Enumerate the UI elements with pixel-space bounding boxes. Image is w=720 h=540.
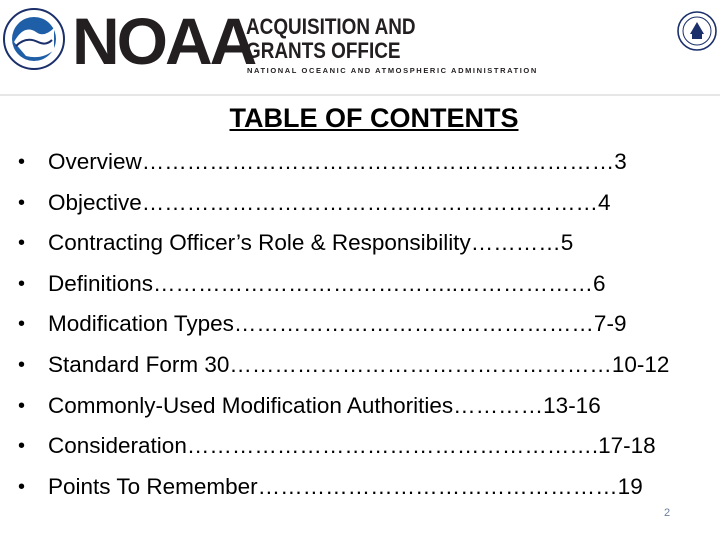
toc-item bbox=[0, 223, 720, 264]
toc-entry: Contracting Officer’s Role & Responsibility…………5 bbox=[48, 230, 574, 256]
bullet-icon: • bbox=[18, 151, 26, 173]
table-of-contents-list bbox=[0, 142, 720, 507]
slide-header bbox=[0, 0, 720, 96]
toc-item bbox=[0, 345, 720, 386]
page-number: 2 bbox=[664, 507, 671, 519]
bullet-icon: • bbox=[18, 475, 26, 498]
bullet-icon: • bbox=[18, 272, 26, 295]
noaa-wordmark: NOAA bbox=[72, 4, 255, 78]
header-divider bbox=[0, 94, 720, 96]
bullet-icon: • bbox=[18, 435, 26, 458]
noaa-seal-icon bbox=[2, 2, 66, 76]
toc-entry: Modification Types…………………………………………7-9 bbox=[48, 311, 627, 337]
toc-item bbox=[0, 386, 720, 427]
page-title: TABLE OF CONTENTS bbox=[229, 103, 519, 133]
toc-entry: Points To Remember…………………………………………19 bbox=[48, 473, 643, 499]
commerce-seal-icon bbox=[676, 6, 718, 56]
bullet-icon: • bbox=[18, 313, 26, 336]
toc-item bbox=[0, 304, 720, 345]
toc-entry: Commonly-Used Modification Authorities…………13-16 bbox=[48, 392, 601, 418]
toc-entry: Objective……………………………….……………………4 bbox=[48, 189, 611, 215]
toc-item bbox=[0, 426, 720, 467]
toc-entry: Consideration……………………………………………….17-18 bbox=[48, 433, 656, 459]
toc-entry: Standard Form 30……………………………………………10-12 bbox=[48, 351, 670, 377]
office-name-line1: ACQUISITION AND bbox=[246, 14, 416, 39]
toc-item bbox=[0, 264, 720, 305]
bullet-icon: • bbox=[18, 394, 26, 417]
toc-item bbox=[0, 467, 720, 508]
bullet-icon: • bbox=[18, 232, 26, 255]
toc-entry: Definitions…………………………………..………………6 bbox=[48, 270, 606, 296]
bullet-icon: • bbox=[18, 353, 26, 376]
bullet-icon: • bbox=[18, 191, 26, 214]
office-subline: NATIONAL OCEANIC AND ATMOSPHERIC ADMINISTRATION bbox=[247, 66, 538, 75]
toc-entry: Overview………………………………………………………3 bbox=[48, 149, 627, 174]
toc-item bbox=[0, 142, 720, 183]
toc-item bbox=[0, 183, 720, 224]
office-name-line2: GRANTS OFFICE bbox=[246, 38, 401, 63]
